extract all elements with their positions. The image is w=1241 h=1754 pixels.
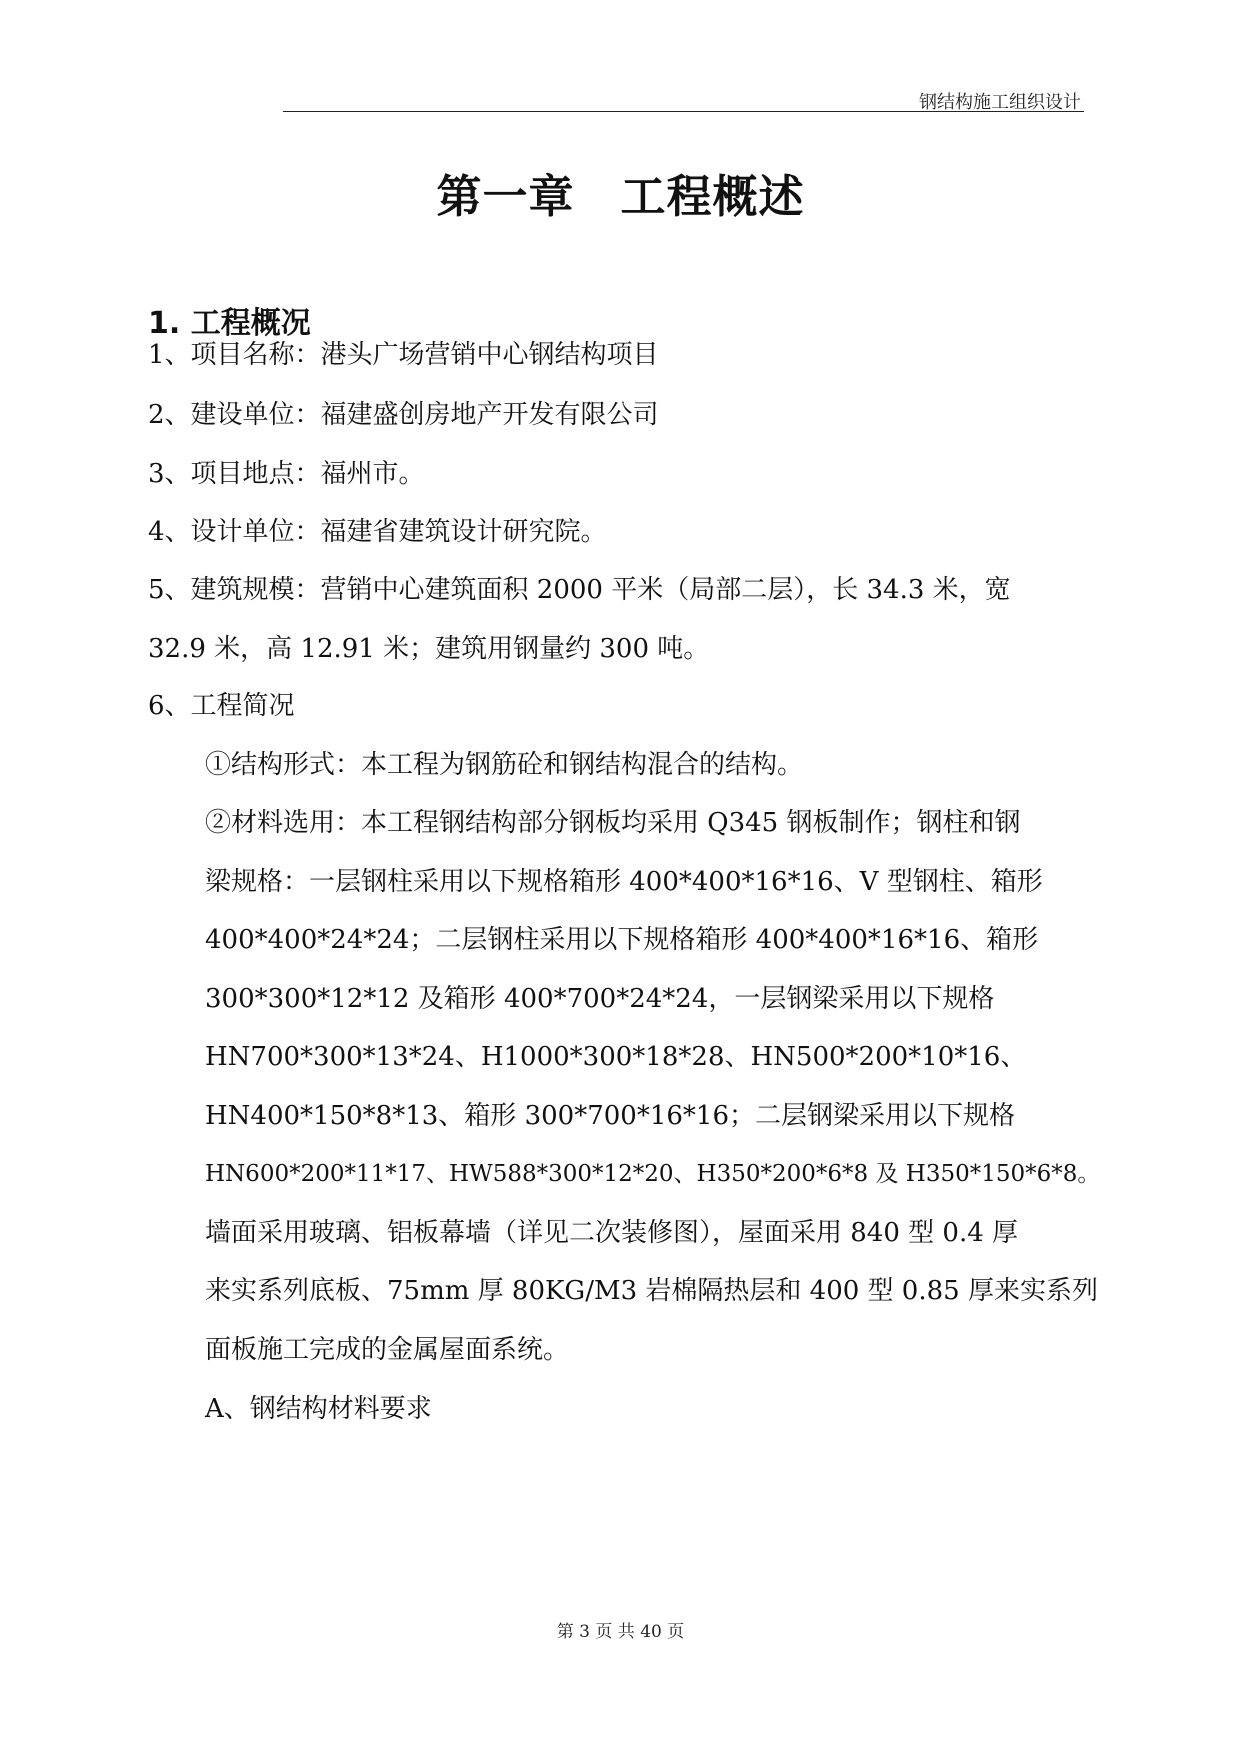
material-line: 300*300*12*12 及箱形 400*700*24*24，一层钢梁采用以下规格 (205, 984, 995, 1014)
section-heading: 1. 工程概况 (148, 306, 311, 341)
item-overview: 6、工程简况 (148, 691, 295, 721)
running-header: 钢结构施工组织设计 (919, 92, 1081, 113)
material-line: HN400*150*8*13、箱形 300*700*16*16；二层钢梁采用以下规格 (205, 1101, 1015, 1131)
item-designer: 4、设计单位：福建省建筑设计研究院。 (148, 517, 607, 547)
page-number: 第 3 页 共 40 页 (556, 1622, 685, 1642)
item-scale-line-2: 32.9 米，高 12.91 米；建筑用钢量约 300 吨。 (148, 634, 710, 664)
header-divider (283, 111, 1084, 112)
material-line: 墙面采用玻璃、铝板幕墙（详见二次装修图），屋面采用 840 型 0.4 厚 (205, 1218, 1019, 1248)
material-line: 面板施工完成的金属屋面系统。 (205, 1335, 570, 1365)
material-line: HN700*300*13*24、H1000*300*18*28、HN500*200*10*16、 (205, 1042, 1027, 1072)
item-location: 3、项目地点：福州市。 (148, 459, 425, 489)
chapter-title: 第一章 工程概述 (436, 170, 805, 223)
material-line: 梁规格：一层钢柱采用以下规格箱形 400*400*16*16、V 型钢柱、箱形 (205, 867, 1043, 897)
material-line: ②材料选用：本工程钢结构部分钢板均采用 Q345 钢板制作；钢柱和钢 (205, 808, 1021, 838)
material-line: 400*400*24*24；二层钢柱采用以下规格箱形 400*400*16*16、箱形 (205, 925, 1039, 955)
item-project-name: 1、项目名称：港头广场营销中心钢结构项目 (148, 340, 659, 370)
structure-form: ①结构形式：本工程为钢筋砼和钢结构混合的结构。 (205, 750, 804, 780)
material-line: HN600*200*11*17、HW588*300*12*20、H350*200*6*8 及 H350*150*6*8。 (205, 1161, 1101, 1187)
item-scale-line-1: 5、建筑规模：营销中心建筑面积 2000 平米（局部二层），长 34.3 米，宽 (148, 575, 1011, 605)
item-owner: 2、建设单位：福建盛创房地产开发有限公司 (148, 400, 659, 430)
material-line: 来实系列底板、75mm 厚 80KG/M3 岩棉隔热层和 400 型 0.85 厚来实系列 (205, 1276, 1098, 1306)
subsection-a-heading: A、钢结构材料要求 (205, 1394, 432, 1424)
